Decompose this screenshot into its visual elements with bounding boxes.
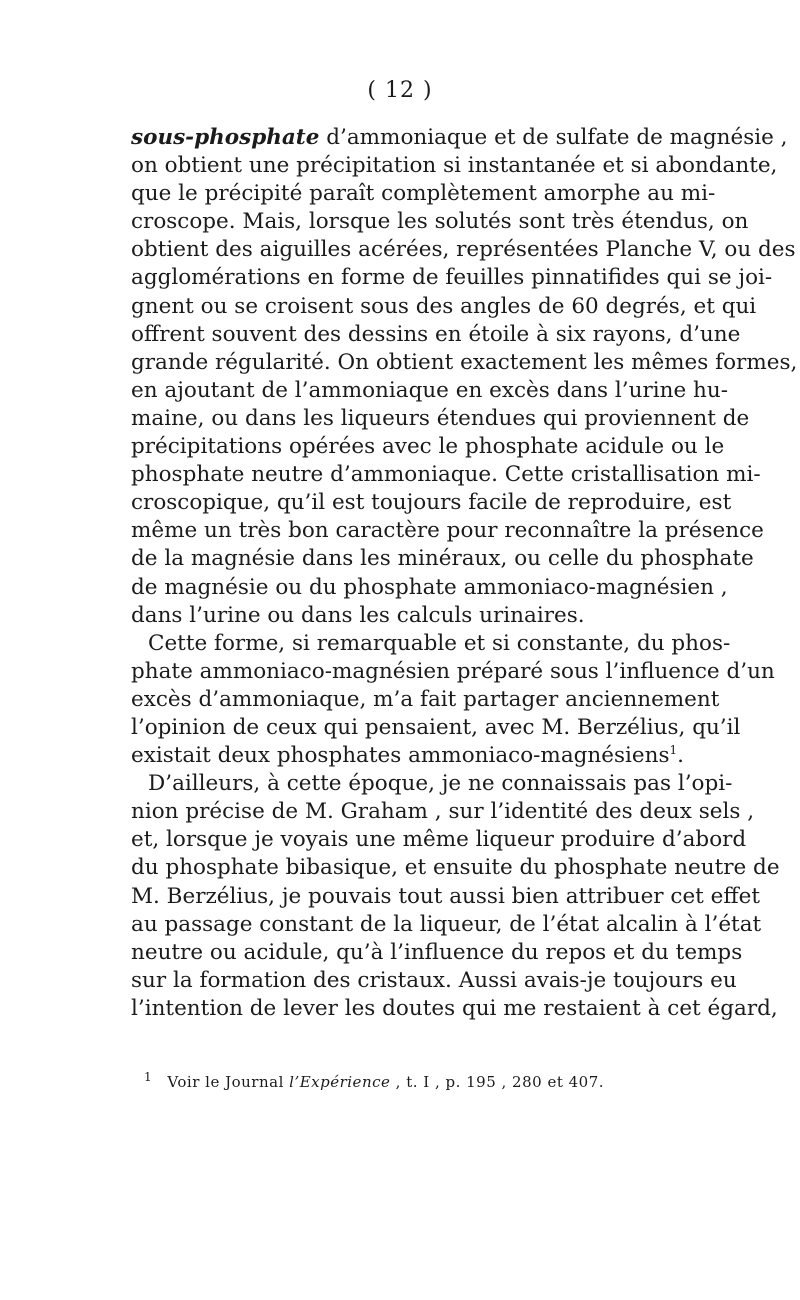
line-text: on obtient une précipitation si instantanée et si abondante,	[131, 153, 778, 179]
paragraph	[131, 124, 798, 630]
text-line	[131, 911, 762, 939]
text-line	[131, 545, 754, 573]
line-text: même un très bon caractère pour reconnaître la présence	[131, 518, 764, 544]
text-line	[131, 658, 775, 686]
line-text: neutre ou acidule, qu’à l’influence du repos et du temps	[131, 939, 743, 965]
line-text: en ajoutant de l’ammoniaque en excès dans l’urine hu-	[131, 377, 728, 403]
italic-term: sous-phosphate	[131, 125, 320, 150]
footnote-text-pre: Voir le Journal	[167, 1073, 290, 1091]
text-line	[131, 630, 731, 658]
line-text: du phosphate bibasique, et ensuite du phosphate neutre de	[131, 855, 780, 881]
line-text: croscope. Mais, lorsque les solutés sont très étendus, on	[131, 209, 749, 235]
text-line	[131, 461, 761, 489]
line-text: l’opinion de ceux qui pensaient, avec M. Berzélius, qu’il	[131, 714, 741, 740]
line-text: maine, ou dans les liqueurs étendues qui proviennent de	[131, 405, 750, 431]
footnote-journal-title: l’Expérience	[289, 1073, 391, 1091]
line-text: agglomérations en forme de feuilles pinnatifides qui se joi-	[131, 265, 773, 291]
text-line	[131, 883, 761, 911]
text-line	[131, 574, 728, 602]
text-line	[131, 686, 720, 714]
line-text: de la magnésie dans les minéraux, ou celle du phosphate	[131, 546, 754, 572]
footnote-text-post: , t. I , p. 195 , 280 et 407.	[390, 1073, 605, 1091]
footnote	[144, 1070, 605, 1091]
text-line	[131, 349, 798, 377]
line-text: sur la formation des cristaux. Aussi avais-je toujours eu	[131, 967, 737, 993]
text-line	[131, 293, 757, 321]
text-line	[131, 152, 778, 180]
text-line	[131, 995, 778, 1023]
text-line	[131, 854, 780, 882]
text-line	[131, 939, 743, 967]
text-line	[131, 124, 788, 152]
text-line	[131, 770, 733, 798]
line-text: obtient des aiguilles acérées, représentées Planche V, ou des	[131, 237, 796, 263]
line-text: phate ammoniaco-magnésien préparé sous l’influence d’un	[131, 658, 775, 684]
text-line	[131, 208, 749, 236]
line-text: M. Berzélius, je pouvais tout aussi bien attribuer cet effet	[131, 883, 761, 909]
line-text: dans l’urine ou dans les calculs urinaires.	[131, 602, 585, 628]
text-line	[131, 602, 694, 630]
line-text: Cette forme, si remarquable et si constante, du phos-	[148, 630, 731, 656]
line-text: croscopique, qu’il est toujours facile de reproduire, est	[131, 490, 732, 516]
line-text: grande régularité. On obtient exactement les mêmes formes,	[131, 349, 798, 375]
line-text: gnent ou se croisent sous des angles de 60 degrés, et qui	[131, 293, 757, 319]
text-line	[131, 236, 796, 264]
paragraph	[131, 630, 775, 770]
line-tail: .	[677, 743, 684, 769]
text-line	[131, 405, 750, 433]
footnote-marker: 1	[144, 1070, 153, 1084]
line-text: nion précise de M. Graham , sur l’identité des deux sels ,	[131, 799, 755, 825]
line-text: que le précipité paraît complètement amorphe au mi-	[131, 181, 716, 207]
text-line	[131, 321, 741, 349]
text-line	[131, 826, 747, 854]
text-line	[131, 714, 741, 742]
text-line	[131, 433, 725, 461]
line-text: excès d’ammoniaque, m’a fait partager anciennement	[131, 686, 720, 712]
text-line	[131, 180, 716, 208]
text-line	[131, 967, 737, 995]
body-text	[131, 124, 798, 1023]
line-text: existait deux phosphates ammoniaco-magnésiens	[131, 743, 670, 769]
line-text: au passage constant de la liqueur, de l’état alcalin à l’état	[131, 911, 762, 937]
line-text: d’ammoniaque et de sulfate de magnésie ,	[319, 125, 788, 150]
text-line	[131, 489, 732, 517]
page-number: ( 12 )	[367, 78, 433, 103]
line-text: phosphate neutre d’ammoniaque. Cette cristallisation mi-	[131, 462, 761, 488]
footnote-reference: 1	[669, 742, 678, 757]
text-line	[131, 264, 773, 292]
text-line	[131, 742, 694, 770]
line-text: l’intention de lever les doutes qui me restaient à cet égard,	[131, 995, 778, 1021]
line-text: D’ailleurs, à cette époque, je ne connaissais pas l’opi-	[148, 771, 733, 797]
text-line	[131, 517, 764, 545]
text-line	[131, 377, 728, 405]
line-text: et, lorsque je voyais une même liqueur produire d’abord	[131, 827, 747, 853]
line-text: offrent souvent des dessins en étoile à six rayons, d’une	[131, 321, 741, 347]
line-text: précipitations opérées avec le phosphate acidule ou le	[131, 434, 725, 460]
text-line	[131, 798, 755, 826]
line-text: de magnésie ou du phosphate ammoniaco-magnésien ,	[131, 574, 728, 600]
paragraph	[131, 770, 780, 1023]
